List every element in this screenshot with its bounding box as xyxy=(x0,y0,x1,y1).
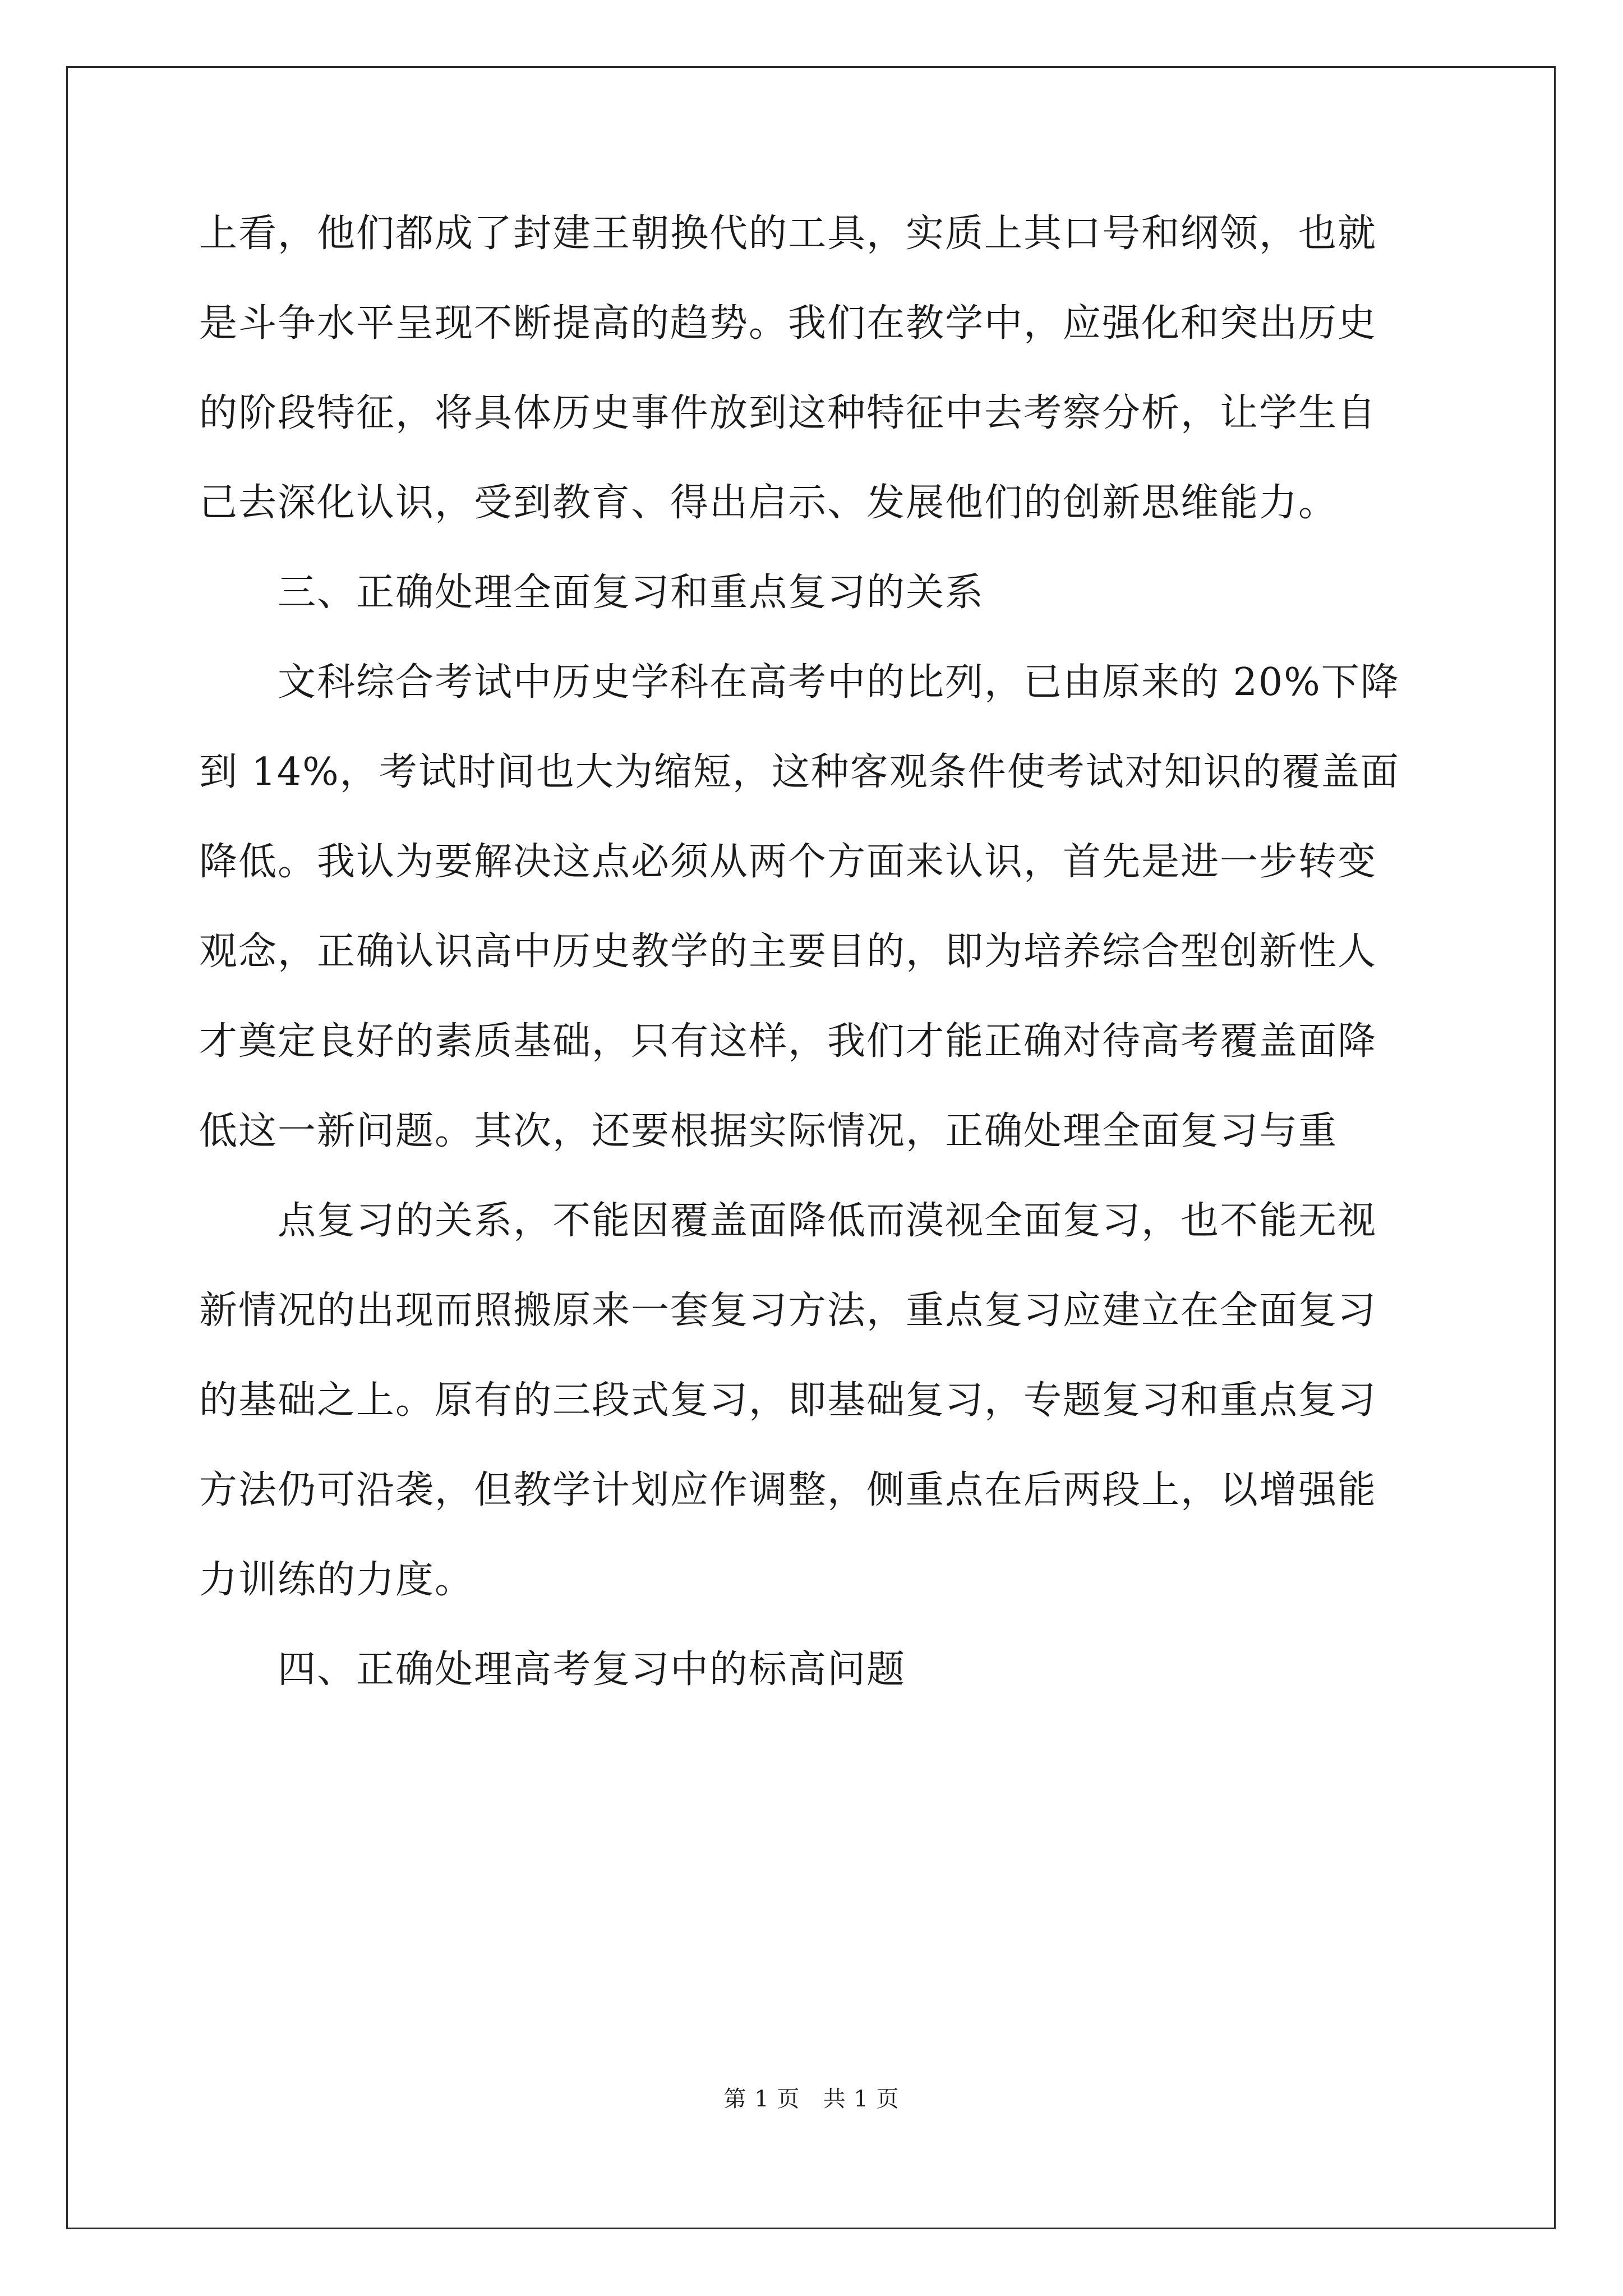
section-heading: 三、正确处理全面复习和重点复习的关系 xyxy=(278,570,985,615)
text-line: 才奠定良好的素质基础，只有这样，我们才能正确对待高考覆盖面降 xyxy=(199,1019,1377,1064)
text-line: 的阶段特征，将具体历史事件放到这种特征中去考察分析，让学生自 xyxy=(199,391,1377,435)
text-line: 到 14%，考试时间也大为缩短，这种客观条件使考试对知识的覆盖面 xyxy=(199,750,1400,794)
text-line: 力训练的力度。 xyxy=(199,1558,474,1602)
text-line: 观念，正确认识高中历史教学的主要目的，即为培养综合型创新性人 xyxy=(199,930,1377,974)
text-line: 上看，他们都成了封建王朝换代的工具，实质上其口号和纲领，也就 xyxy=(199,211,1377,256)
text-line: 的基础之上。原有的三段式复习，即基础复习，专题复习和重点复习 xyxy=(199,1378,1377,1423)
text-line: 己去深化认识，受到教育、得出启示、发展他们的创新思维能力。 xyxy=(199,481,1338,525)
text-line: 低这一新问题。其次，还要根据实际情况，正确处理全面复习与重 xyxy=(199,1109,1338,1153)
text-line: 文科综合考试中历史学科在高考中的比列，已由原来的 20%下降 xyxy=(278,660,1400,705)
text-line: 新情况的出现而照搬原来一套复习方法，重点复习应建立在全面复习 xyxy=(199,1289,1377,1333)
text-line: 点复习的关系，不能因覆盖面降低而漠视全面复习，也不能无视 xyxy=(278,1199,1377,1243)
text-line: 是斗争水平呈现不断提高的趋势。我们在教学中，应强化和突出历史 xyxy=(199,301,1377,346)
section-heading: 四、正确处理高考复习中的标高问题 xyxy=(278,1648,906,1692)
page-footer: 第 1 页 共 1 页 xyxy=(723,2086,900,2112)
text-line: 方法仍可沿袭，但教学计划应作调整，侧重点在后两段上，以增强能 xyxy=(199,1468,1377,1512)
text-line: 降低。我认为要解决这点必须从两个方面来认识，首先是进一步转变 xyxy=(199,840,1377,884)
